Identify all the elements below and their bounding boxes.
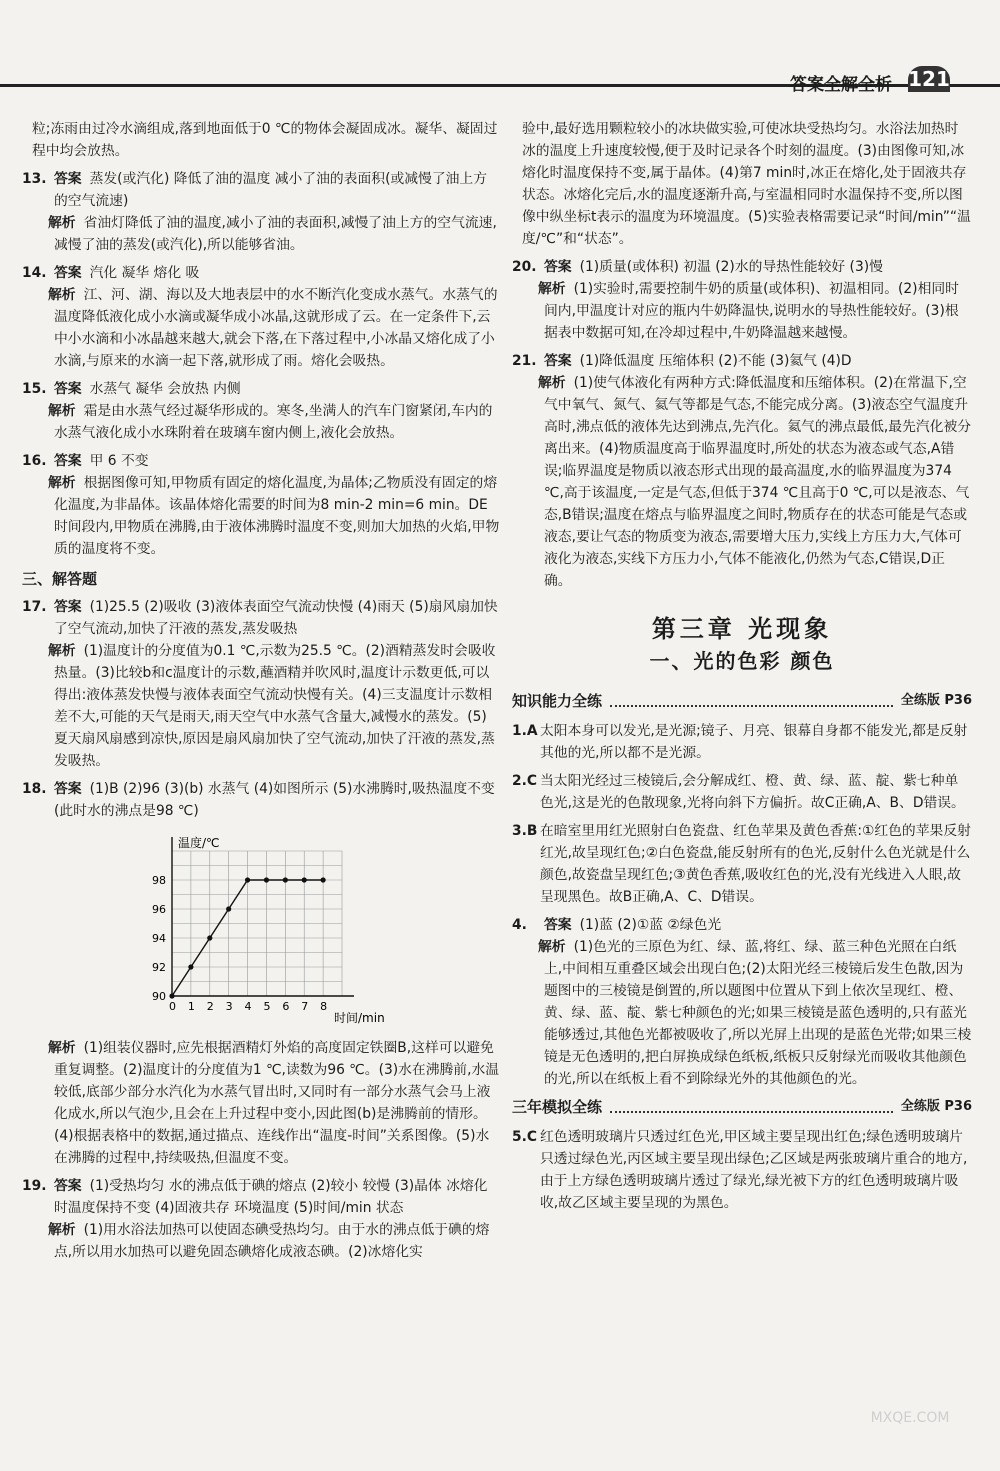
data-point xyxy=(245,877,250,882)
analysis-tag: 解析 xyxy=(48,403,76,419)
analysis-text: (1)组装仪器时,应先根据酒精灯外焰的高度固定铁圈B,这样可以避免重复调整。(2)温度计的分度值为1 ℃,读数为96 ℃。(3)水在沸腾前,水温较低,底部少部分水汽化为水蒸气冒出时,又同时有一部分水蒸气会马上液化成水,所以气泡少,且会在上升过程中变小,因此图(b)是沸腾前的情形。(4)根据表格中的数据,通过描点、连线作出“温度-时间”关系图像。(5)水在沸腾的过程中,持续吸热,但温度不变。 xyxy=(54,1040,500,1166)
x-tick-label: 8 xyxy=(320,1000,328,1013)
question-21 xyxy=(512,350,972,592)
data-point xyxy=(283,877,288,882)
analysis-tag: 解析 xyxy=(48,287,76,303)
section-heading: 三、解答题 xyxy=(22,570,98,588)
bar-ref: 全练版 P36 xyxy=(900,1099,972,1114)
q-num: 18. xyxy=(22,781,47,797)
dotted-leader xyxy=(610,695,893,707)
q-num: 20. xyxy=(512,259,537,275)
y-axis-label: 温度/℃ xyxy=(178,836,220,850)
bar-title: 三年模拟全练 xyxy=(512,1098,603,1116)
answer-tag: 答案 xyxy=(54,599,82,615)
analysis-tag: 解析 xyxy=(48,1222,76,1238)
temperature-time-chart-svg xyxy=(132,826,385,1026)
data-point xyxy=(302,877,307,882)
q-num: 17. xyxy=(22,599,47,615)
bar-title: 知识能力全练 xyxy=(512,692,603,710)
y-tick-label: 96 xyxy=(152,903,166,916)
x-tick-label: 3 xyxy=(225,1000,233,1013)
q-text: 在暗室里用红光照射白色瓷盘、红色苹果及黄色香蕉:①红色的苹果反射红光,故呈现红色;②白色瓷盘,能反射所有的色光,反射什么色光就是什么颜色,故瓷盘呈现红色;③黄色香蕉,吸收红色的光,没有光线进入人眼,故呈现黑色。故B正确,A、C、D错误。 xyxy=(540,823,971,905)
question-5 xyxy=(512,1126,972,1214)
analysis-tag: 解析 xyxy=(48,1040,76,1056)
data-point xyxy=(169,993,174,998)
x-tick-label: 6 xyxy=(282,1000,290,1013)
question-15 xyxy=(22,378,500,444)
section-bar-mock xyxy=(512,1096,972,1118)
question-4 xyxy=(512,914,972,1090)
continued-text: 验中,最好选用颗粒较小的冰块做实验,可使冰块受热均匀。水浴法加热时冰的温度上升速度较慢,便于及时记录各个时刻的温度。(3)由图像可知,冰熔化时温度保持不变,属于晶体。(4)第7 min时,冰正在熔化,处于固液共存状态。冰熔化完后,水的温度逐渐升高,与室温相同时水温保持不变,所以图像中纵坐标t表示的温度为环境温度。(5)实验表格需要记录“时间/min”“温度/℃”和“状态”。 xyxy=(522,121,971,247)
analysis-text: 霜是由水蒸气经过凝华形成的。寒冬,坐满人的汽车门窗紧闭,车内的水蒸气液化成小水珠附着在玻璃车窗内侧上,液化会放热。 xyxy=(54,403,493,441)
analysis-text: 江、河、湖、海以及大地表层中的水不断汽化变成水蒸气。水蒸气的温度降低液化成小水滴或凝华成小冰晶,这就形成了云。在一定条件下,云中小水滴和小冰晶越来越大,就会下落,在下落过程中,小冰晶又熔化成了小水滴,与原来的水滴一起下落,就形成了雨。熔化会吸热。 xyxy=(54,287,498,369)
data-point xyxy=(264,877,269,882)
y-tick-label: 94 xyxy=(152,932,166,945)
q-text: 红色透明玻璃片只透过红色光,甲区域主要呈现出红色;绿色透明玻璃片只透过绿色光,丙区域主要呈现出绿色;乙区域是两张玻璃片重合的地方,由于上方绿色透明玻璃片透过了绿光,绿光被下方的红色透明玻璃片吸收,故乙区域主要呈现的为黑色。 xyxy=(540,1129,968,1211)
q-num: 3.B xyxy=(512,823,538,839)
x-tick-label: 4 xyxy=(244,1000,252,1013)
answer-tag: 答案 xyxy=(544,259,572,275)
answer-tag: 答案 xyxy=(544,917,572,933)
q-text: 太阳本身可以发光,是光源;镜子、月亮、银幕自身都不能发光,都是反射其他的光,所以都不是光源。 xyxy=(540,723,968,761)
lesson-title: 一、光的色彩 颜色 xyxy=(649,649,835,673)
analysis-text: 根据图像可知,甲物质有固定的熔化温度,为晶体;乙物质没有固定的熔化温度,为非晶体。该晶体熔化需要的时间为8 min-2 min=6 min。DE时间段内,甲物质在沸腾,由于液体沸腾时温度不变,则加大加热的火焰,甲物质的温度将不变。 xyxy=(54,475,500,557)
analysis-text: (1)使气体液化有两种方式:降低温度和压缩体积。(2)在常温下,空气中氧气、氮气、氦气等都是气态,不能完成分离。(3)液态空气温度升高时,沸点低的液体先达到沸点,先汽化。氦气的沸点最低,最先汽化被分离出来。(4)物质温度高于临界温度时,所处的状态为液态或气态,A错误;临界温度是物质以液态形式出现的最高温度,水的临界温度为374 ℃,高于该温度,一定是气态,但低于374 ℃且高于0 ℃,可以是液态、气态,B错误;温度在熔点与临界温度之间时,物质存在的状态可能是气态或液态,要让气态的物质变为液态,需要增大压力,实线上方压力大,气体可液化为液态,实线下方压力小,气体不能液化,仍然为气态,C错误,D正确。 xyxy=(544,375,972,589)
question-13 xyxy=(22,168,500,256)
data-point xyxy=(188,964,193,969)
analysis-text: (1)实验时,需要控制牛奶的质量(或体积)、初温相同。(2)相同时间内,甲温度计对应的瓶内牛奶降温快,说明水的导热性能较好。(3)根据表中数据可知,在冷却过程中,牛奶降温越来越慢。 xyxy=(544,281,959,341)
data-point xyxy=(207,935,212,940)
answer-text: (1)蓝 (2)①蓝 ②绿色光 xyxy=(579,917,722,933)
q-num: 15. xyxy=(22,381,47,397)
answer-tag: 答案 xyxy=(54,381,82,397)
data-point xyxy=(226,906,231,911)
question-17 xyxy=(22,596,500,772)
question-19 xyxy=(22,1175,500,1263)
q-num: 21. xyxy=(512,353,537,369)
q-num: 4. xyxy=(512,917,527,933)
q-text: 当太阳光经过三棱镜后,会分解成红、橙、黄、绿、蓝、靛、紫七种单色光,这是光的色散现象,光将向斜下方偏折。故C正确,A、B、D错误。 xyxy=(540,773,965,811)
x-tick-label: 1 xyxy=(187,1000,195,1013)
analysis-text: 省油灯降低了油的温度,减小了油的表面积,减慢了油上方的空气流速,减慢了油的蒸发(或汽化),所以能够省油。 xyxy=(54,215,497,253)
analysis-tag: 解析 xyxy=(538,375,566,391)
answer-text: (1)B (2)96 (3)(b) 水蒸气 (4)如图所示 (5)水沸腾时,吸热温度不变(此时水的沸点是98 ℃) xyxy=(54,781,495,819)
answer-text: (1)降低温度 压缩体积 (2)不能 (3)氦气 (4)D xyxy=(579,353,852,369)
q-num: 2.C xyxy=(512,773,537,789)
q-num: 1.A xyxy=(512,723,538,739)
answer-tag: 答案 xyxy=(54,171,82,187)
intro-text: 粒;冻雨由过冷水滴组成,落到地面低于0 ℃的物体会凝固成冰。凝华、凝固过程中均会放热。 xyxy=(32,121,498,159)
left-column xyxy=(22,118,500,1269)
x-axis-label: 时间/min xyxy=(334,1011,385,1025)
q-num: 13. xyxy=(22,171,47,187)
answer-text: (1)受热均匀 水的沸点低于碘的熔点 (2)较小 较慢 (3)晶体 冰熔化时温度保持不变 (4)固液共存 环境温度 (5)时间/min 状态 xyxy=(54,1178,488,1216)
q-num: 5.C xyxy=(512,1129,537,1145)
answer-tag: 答案 xyxy=(54,265,82,281)
answer-text: 水蒸气 凝华 会放热 内侧 xyxy=(89,381,241,397)
x-tick-label: 2 xyxy=(206,1000,214,1013)
question-18 xyxy=(22,778,500,1169)
x-tick-label: 7 xyxy=(301,1000,309,1013)
bar-ref: 全练版 P36 xyxy=(900,693,972,708)
question-14 xyxy=(22,262,500,372)
question-2 xyxy=(512,770,972,814)
x-tick-label: 5 xyxy=(263,1000,271,1013)
data-point xyxy=(321,877,326,882)
analysis-tag: 解析 xyxy=(48,643,76,659)
answer-text: (1)质量(或体积) 初温 (2)水的导热性能较好 (3)慢 xyxy=(579,259,883,275)
y-tick-label: 90 xyxy=(152,990,166,1003)
watermark-logo: MXQE.COM xyxy=(870,1410,950,1426)
analysis-text: (1)温度计的分度值为0.1 ℃,示数为25.5 ℃。(2)酒精蒸发时会吸收热量。(3)比较b和c温度计的示数,蘸酒精并吹风时,温度计示数更低,可以得出:液体蒸发快慢与液体表面空气流动快慢有关。(4)三支温度计示数相差不大,可能的天气是雨天,雨天空气中水蒸气含量大,减慢水的蒸发。(5)夏天扇风扇感到凉快,原因是扇风扇加快了空气流动,加快了汗液的蒸发,蒸发吸热。 xyxy=(54,643,496,769)
answer-text: (1)25.5 (2)吸收 (3)液体表面空气流动快慢 (4)雨天 (5)扇风扇加快了空气流动,加快了汗液的蒸发,蒸发吸热 xyxy=(54,599,498,637)
right-column xyxy=(512,118,972,1220)
analysis-tag: 解析 xyxy=(48,475,76,491)
dotted-leader xyxy=(610,1101,893,1113)
answer-text: 蒸发(或汽化) 降低了油的温度 减小了油的表面积(或减慢了油上方的空气流速) xyxy=(54,171,488,209)
question-20 xyxy=(512,256,972,344)
analysis-text: (1)用水浴法加热可以使固态碘受热均匀。由于水的沸点低于碘的熔点,所以用水加热可以避免固态碘熔化成液态碘。(2)冰熔化实 xyxy=(54,1222,490,1260)
question-16 xyxy=(22,450,500,560)
analysis-tag: 解析 xyxy=(48,215,76,231)
question-3 xyxy=(512,820,972,908)
page-number: 121 xyxy=(908,67,950,91)
q-num: 14. xyxy=(22,265,47,281)
header-title: 答案全解全析 xyxy=(790,75,892,95)
q-num: 16. xyxy=(22,453,47,469)
answer-tag: 答案 xyxy=(54,1178,82,1194)
section-bar-knowledge xyxy=(512,690,972,712)
x-tick-label: 0 xyxy=(169,1000,176,1013)
analysis-tag: 解析 xyxy=(538,281,566,297)
question-1 xyxy=(512,720,972,764)
analysis-text: (1)色光的三原色为红、绿、蓝,将红、绿、蓝三种色光照在白纸上,中间相互重叠区域会出现白色;(2)太阳光经三棱镜后发生色散,因为题图中的三棱镜是倒置的,所以题图中位置从下到上依次呈现红、橙、黄、绿、蓝、靛、紫七种颜色的光;如果三棱镜是蓝色透明的,只有蓝光能够透过,其他色光都被吸收了,所以光屏上出现的是蓝色光带;如果三棱镜是无色透明的,把白屏换成绿色纸板,纸板只反射绿光而吸收其他颜色的光,所以在纸板上看不到除绿光外的其他颜色的光。 xyxy=(544,939,972,1087)
analysis-tag: 解析 xyxy=(538,939,566,955)
answer-text: 汽化 凝华 熔化 吸 xyxy=(89,265,200,281)
q-num: 19. xyxy=(22,1178,47,1194)
chapter-title: 第三章 光现象 xyxy=(651,615,833,643)
answer-tag: 答案 xyxy=(54,453,82,469)
answer-text: 甲 6 不变 xyxy=(89,453,149,469)
temperature-chart xyxy=(132,826,500,1033)
y-tick-label: 92 xyxy=(152,961,166,974)
answer-tag: 答案 xyxy=(54,781,82,797)
answer-tag: 答案 xyxy=(544,353,572,369)
y-tick-label: 98 xyxy=(152,874,166,887)
